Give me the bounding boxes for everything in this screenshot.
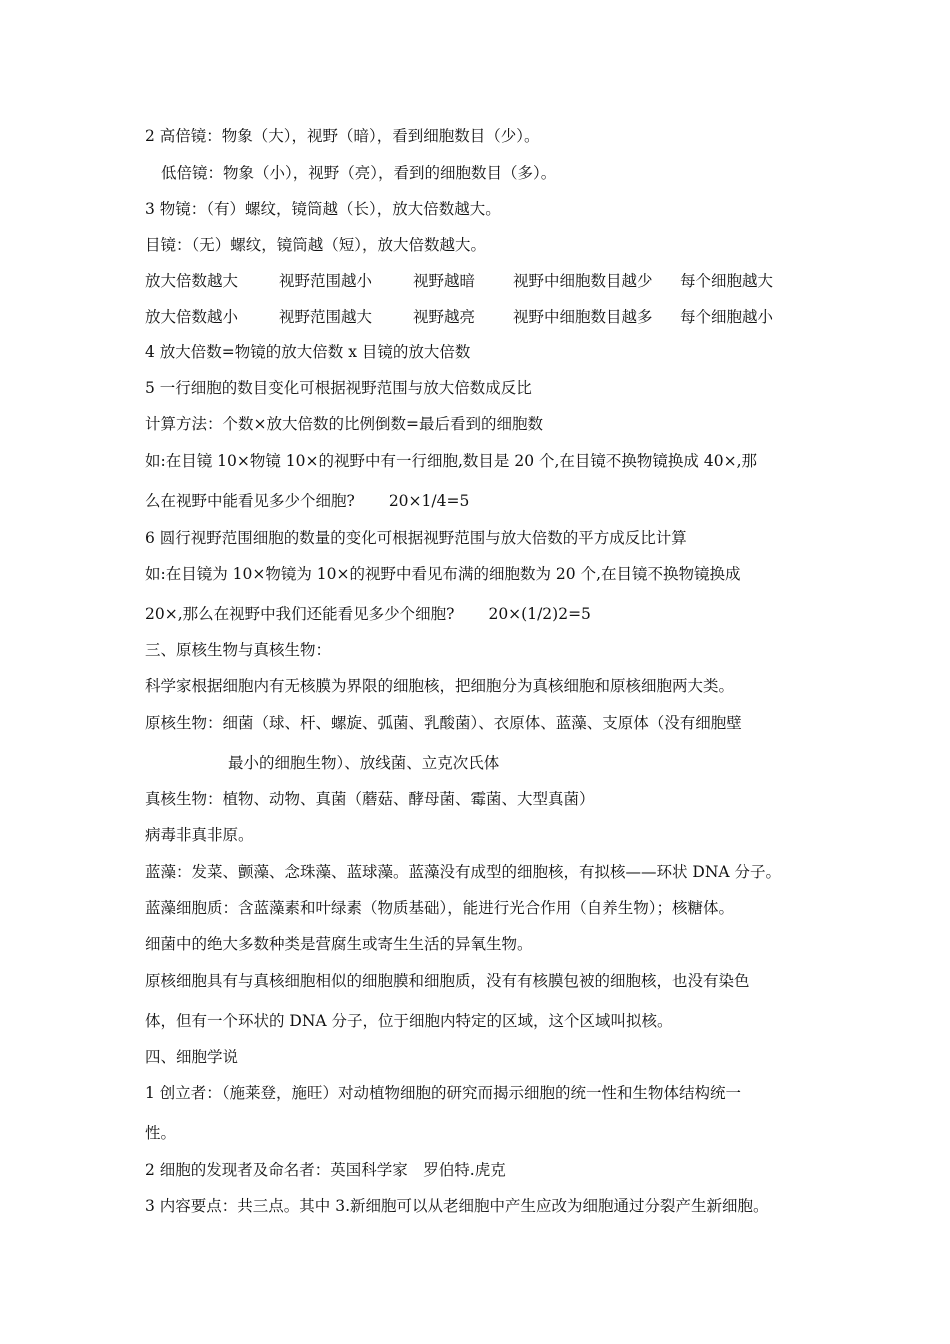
text-line: 计算方法：个数×放大倍数的比例倒数=最后看到的细胞数 — [145, 415, 543, 433]
table-cell: 每个细胞越大 — [680, 272, 774, 290]
text-line: 真核生物：植物、动物、真菌（蘑菇、酵母菌、霉菌、大型真菌） — [145, 790, 595, 808]
text-line: 2 细胞的发现者及命名者：英国科学家 罗伯特.虎克 — [145, 1161, 506, 1179]
text-line: 病毒非真非原。 — [145, 826, 254, 844]
text-line: 如:在目镜 10×物镜 10×的视野中有一行细胞,数目是 20 个,在目镜不换物镜换成 40×,那 — [145, 452, 757, 470]
table-cell: 放大倍数越小 — [145, 308, 239, 326]
text-line: 3 内容要点：共三点。其中 3.新细胞可以从老细胞中产生应改为细胞通过分裂产生新细胞。 — [145, 1197, 769, 1215]
question-text: 20×,那么在视野中我们还能看见多少个细胞? — [145, 605, 455, 623]
text-line — [145, 604, 591, 624]
answer-text: 20×(1/2)2=5 — [488, 605, 591, 623]
question-text: 么在视野中能看见多少个细胞? — [145, 492, 355, 510]
text-line: 体，但有一个环状的 DNA 分子，位于细胞内特定的区域，这个区域叫拟核。 — [145, 1012, 673, 1030]
text-line: 3 物镜：（有）螺纹，镜筒越（长），放大倍数越大。 — [145, 200, 501, 218]
comparison-row-low — [145, 307, 773, 327]
text-line: 1 创立者：（施莱登，施旺）对动植物细胞的研究而揭示细胞的统一性和生物体结构统一 — [145, 1084, 742, 1102]
text-line: 原核生物：细菌（球、杆、螺旋、弧菌、乳酸菌）、衣原体、蓝藻、支原体（没有细胞壁 — [145, 714, 742, 732]
table-cell: 视野越暗 — [413, 272, 476, 290]
text-line: 蓝藻：发菜、颤藻、念珠藻、蓝球藻。蓝藻没有成型的细胞核，有拟核——环状 DNA 分子。 — [145, 863, 782, 881]
text-line: 目镜：（无）螺纹，镜筒越（短），放大倍数越大。 — [145, 236, 487, 254]
text-line: 6 圆行视野范围细胞的数量的变化可根据视野范围与放大倍数的平方成反比计算 — [145, 529, 687, 547]
text-line: 最小的细胞生物）、放线菌、立克次氏体 — [228, 754, 500, 772]
text-line: 5 一行细胞的数目变化可根据视野范围与放大倍数成反比 — [145, 379, 532, 397]
table-cell: 放大倍数越大 — [145, 272, 239, 290]
comparison-row-high — [145, 271, 773, 291]
text-line: 如:在目镜为 10×物镜为 10×的视野中看见布满的细胞数为 20 个,在目镜不换物镜换成 — [145, 565, 741, 583]
text-line: 4 放大倍数=物镜的放大倍数 x 目镜的放大倍数 — [145, 343, 471, 361]
table-cell: 每个细胞越小 — [680, 308, 774, 326]
table-cell: 视野中细胞数目越多 — [513, 308, 653, 326]
text-line: 原核细胞具有与真核细胞相似的细胞膜和细胞质，没有有核膜包被的细胞核，也没有染色 — [145, 972, 750, 990]
table-cell: 视野中细胞数目越少 — [513, 272, 653, 290]
section-heading: 四、细胞学说 — [145, 1048, 239, 1066]
text-line: 科学家根据细胞内有无核膜为界限的细胞核，把细胞分为真核细胞和原核细胞两大类。 — [145, 677, 735, 695]
text-line: 细菌中的绝大多数种类是营腐生或寄生生活的异氧生物。 — [145, 935, 533, 953]
table-cell: 视野范围越大 — [279, 308, 373, 326]
text-line: 2 高倍镜：物象（大），视野（暗），看到细胞数目（少）。 — [145, 127, 540, 145]
text-line: 蓝藻细胞质：含蓝藻素和叶绿素（物质基础），能进行光合作用（自养生物）；核糖体。 — [145, 899, 735, 917]
table-cell: 视野范围越小 — [279, 272, 373, 290]
text-line: 低倍镜：物象（小），视野（亮），看到的细胞数目（多）。 — [161, 164, 557, 182]
section-heading: 三、原核生物与真核生物： — [145, 641, 332, 659]
text-line — [145, 491, 469, 511]
table-cell: 视野越亮 — [413, 308, 476, 326]
answer-text: 20×1/4=5 — [388, 492, 470, 510]
text-line: 性。 — [145, 1124, 177, 1142]
